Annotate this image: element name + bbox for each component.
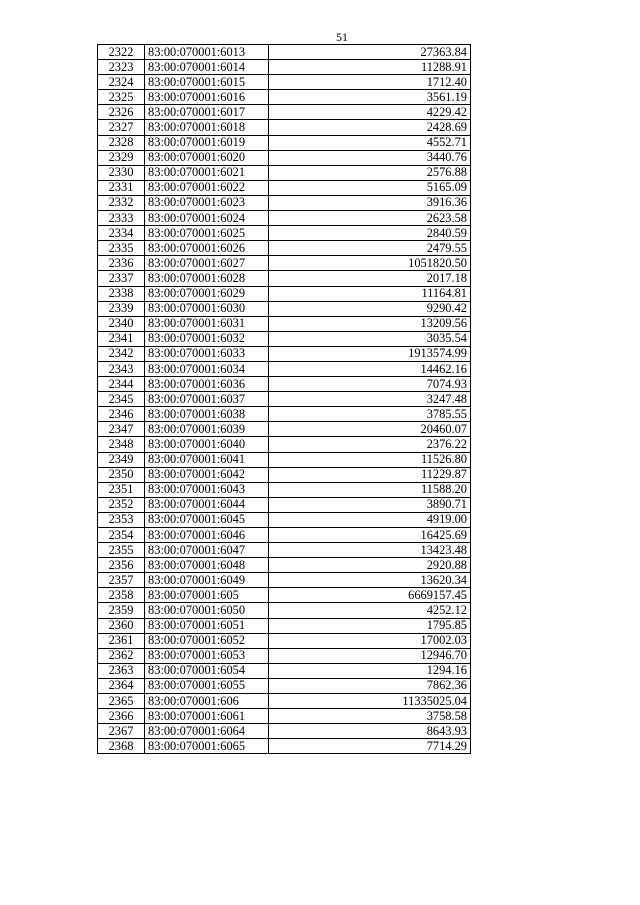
row-number-cell: 2351 xyxy=(98,482,145,497)
table-row xyxy=(98,709,471,724)
table-row xyxy=(98,150,471,165)
row-number-cell: 2326 xyxy=(98,105,145,120)
row-number-cell: 2322 xyxy=(98,45,145,60)
table-row xyxy=(98,286,471,301)
cadastral-number-cell: 83:00:070001:6053 xyxy=(145,648,269,663)
value-cell: 16425.69 xyxy=(269,528,471,543)
cadastral-number-cell: 83:00:070001:6021 xyxy=(145,165,269,180)
cadastral-number-cell: 83:00:070001:6019 xyxy=(145,135,269,150)
cadastral-number-cell: 83:00:070001:6048 xyxy=(145,558,269,573)
cadastral-number-cell: 83:00:070001:6026 xyxy=(145,241,269,256)
cadastral-number-cell: 83:00:070001:6064 xyxy=(145,724,269,739)
row-number-cell: 2339 xyxy=(98,301,145,316)
cadastral-number-cell: 83:00:070001:6034 xyxy=(145,361,269,376)
row-number-cell: 2346 xyxy=(98,407,145,422)
cadastral-number-cell: 83:00:070001:6018 xyxy=(145,120,269,135)
cadastral-number-cell: 83:00:070001:6024 xyxy=(145,211,269,226)
value-cell: 7074.93 xyxy=(269,377,471,392)
table-row xyxy=(98,346,471,361)
table-row xyxy=(98,120,471,135)
row-number-cell: 2340 xyxy=(98,316,145,331)
table-row xyxy=(98,392,471,407)
row-number-cell: 2338 xyxy=(98,286,145,301)
value-cell: 3916.36 xyxy=(269,195,471,210)
value-cell: 2479.55 xyxy=(269,241,471,256)
row-number-cell: 2353 xyxy=(98,512,145,527)
cadastral-number-cell: 83:00:070001:6061 xyxy=(145,709,269,724)
table-row xyxy=(98,301,471,316)
table-row xyxy=(98,256,471,271)
value-cell: 12946.70 xyxy=(269,648,471,663)
row-number-cell: 2349 xyxy=(98,452,145,467)
value-cell: 5165.09 xyxy=(269,180,471,195)
row-number-cell: 2357 xyxy=(98,573,145,588)
cadastral-number-cell: 83:00:070001:6032 xyxy=(145,331,269,346)
table-row xyxy=(98,482,471,497)
row-number-cell: 2355 xyxy=(98,543,145,558)
cadastral-number-cell: 83:00:070001:6015 xyxy=(145,75,269,90)
value-cell: 1795.85 xyxy=(269,618,471,633)
row-number-cell: 2368 xyxy=(98,739,145,754)
row-number-cell: 2358 xyxy=(98,588,145,603)
cadastral-number-cell: 83:00:070001:6017 xyxy=(145,105,269,120)
row-number-cell: 2330 xyxy=(98,165,145,180)
table-row xyxy=(98,512,471,527)
table-row xyxy=(98,558,471,573)
cadastral-number-cell: 83:00:070001:6028 xyxy=(145,271,269,286)
value-cell: 2840.59 xyxy=(269,226,471,241)
cadastral-number-cell: 83:00:070001:6023 xyxy=(145,195,269,210)
table-row xyxy=(98,437,471,452)
row-number-cell: 2366 xyxy=(98,709,145,724)
cadastral-number-cell: 83:00:070001:6020 xyxy=(145,150,269,165)
value-cell: 2623.58 xyxy=(269,211,471,226)
cadastral-number-cell: 83:00:070001:6049 xyxy=(145,573,269,588)
table-row xyxy=(98,663,471,678)
table-row xyxy=(98,241,471,256)
table-row xyxy=(98,452,471,467)
table-row xyxy=(98,45,471,60)
value-cell: 2920.88 xyxy=(269,558,471,573)
row-number-cell: 2323 xyxy=(98,60,145,75)
cadastral-number-cell: 83:00:070001:6054 xyxy=(145,663,269,678)
row-number-cell: 2361 xyxy=(98,633,145,648)
row-number-cell: 2333 xyxy=(98,211,145,226)
table-row xyxy=(98,724,471,739)
value-cell: 27363.84 xyxy=(269,45,471,60)
cadastral-number-cell: 83:00:070001:6031 xyxy=(145,316,269,331)
value-cell: 11335025.04 xyxy=(269,694,471,709)
row-number-cell: 2337 xyxy=(98,271,145,286)
row-number-cell: 2365 xyxy=(98,694,145,709)
value-cell: 17002.03 xyxy=(269,633,471,648)
table-row xyxy=(98,135,471,150)
table-row xyxy=(98,90,471,105)
cadastral-number-cell: 83:00:070001:6042 xyxy=(145,467,269,482)
cadastral-number-cell: 83:00:070001:6045 xyxy=(145,512,269,527)
row-number-cell: 2347 xyxy=(98,422,145,437)
row-number-cell: 2325 xyxy=(98,90,145,105)
row-number-cell: 2350 xyxy=(98,467,145,482)
cadastral-number-cell: 83:00:070001:6051 xyxy=(145,618,269,633)
cadastral-number-cell: 83:00:070001:6050 xyxy=(145,603,269,618)
cadastral-number-cell: 83:00:070001:6055 xyxy=(145,678,269,693)
value-cell: 3247.48 xyxy=(269,392,471,407)
cadastral-number-cell: 83:00:070001:6013 xyxy=(145,45,269,60)
value-cell: 6669157.45 xyxy=(269,588,471,603)
value-cell: 7714.29 xyxy=(269,739,471,754)
cadastral-number-cell: 83:00:070001:6025 xyxy=(145,226,269,241)
table-row xyxy=(98,407,471,422)
table-row xyxy=(98,543,471,558)
value-cell: 4252.12 xyxy=(269,603,471,618)
row-number-cell: 2344 xyxy=(98,377,145,392)
cadastral-number-cell: 83:00:070001:6022 xyxy=(145,180,269,195)
cadastral-number-cell: 83:00:070001:606 xyxy=(145,694,269,709)
row-number-cell: 2352 xyxy=(98,497,145,512)
row-number-cell: 2334 xyxy=(98,226,145,241)
row-number-cell: 2362 xyxy=(98,648,145,663)
value-cell: 13209.56 xyxy=(269,316,471,331)
cadastral-number-cell: 83:00:070001:6037 xyxy=(145,392,269,407)
row-number-cell: 2332 xyxy=(98,195,145,210)
row-number-cell: 2364 xyxy=(98,678,145,693)
cadastral-number-cell: 83:00:070001:6065 xyxy=(145,739,269,754)
row-number-cell: 2363 xyxy=(98,663,145,678)
value-cell: 2017.18 xyxy=(269,271,471,286)
cadastral-number-cell: 83:00:070001:6029 xyxy=(145,286,269,301)
value-cell: 1051820.50 xyxy=(269,256,471,271)
table-row xyxy=(98,422,471,437)
cadastral-value-table xyxy=(97,44,471,754)
value-cell: 8643.93 xyxy=(269,724,471,739)
table-row xyxy=(98,467,471,482)
cadastral-number-cell: 83:00:070001:6027 xyxy=(145,256,269,271)
cadastral-number-cell: 83:00:070001:605 xyxy=(145,588,269,603)
table-body xyxy=(98,45,471,754)
table-row xyxy=(98,739,471,754)
value-cell: 20460.07 xyxy=(269,422,471,437)
value-cell: 7862.36 xyxy=(269,678,471,693)
cadastral-number-cell: 83:00:070001:6033 xyxy=(145,346,269,361)
row-number-cell: 2345 xyxy=(98,392,145,407)
cadastral-number-cell: 83:00:070001:6039 xyxy=(145,422,269,437)
table-row xyxy=(98,211,471,226)
value-cell: 3785.55 xyxy=(269,407,471,422)
value-cell: 14462.16 xyxy=(269,361,471,376)
cadastral-number-cell: 83:00:070001:6041 xyxy=(145,452,269,467)
value-cell: 13620.34 xyxy=(269,573,471,588)
row-number-cell: 2359 xyxy=(98,603,145,618)
cadastral-number-cell: 83:00:070001:6047 xyxy=(145,543,269,558)
row-number-cell: 2356 xyxy=(98,558,145,573)
value-cell: 1712.40 xyxy=(269,75,471,90)
table-row xyxy=(98,165,471,180)
page-number: 51 xyxy=(336,30,348,44)
table-row xyxy=(98,694,471,709)
row-number-cell: 2327 xyxy=(98,120,145,135)
value-cell: 3440.76 xyxy=(269,150,471,165)
row-number-cell: 2331 xyxy=(98,180,145,195)
table-row xyxy=(98,573,471,588)
value-cell: 11288.91 xyxy=(269,60,471,75)
row-number-cell: 2360 xyxy=(98,618,145,633)
cadastral-number-cell: 83:00:070001:6030 xyxy=(145,301,269,316)
value-cell: 13423.48 xyxy=(269,543,471,558)
table-row xyxy=(98,588,471,603)
table-row xyxy=(98,648,471,663)
table-row xyxy=(98,678,471,693)
table-row xyxy=(98,603,471,618)
table-row xyxy=(98,377,471,392)
cadastral-number-cell: 83:00:070001:6014 xyxy=(145,60,269,75)
value-cell: 11229.87 xyxy=(269,467,471,482)
value-cell: 11164.81 xyxy=(269,286,471,301)
cadastral-number-cell: 83:00:070001:6046 xyxy=(145,528,269,543)
table-row xyxy=(98,331,471,346)
row-number-cell: 2348 xyxy=(98,437,145,452)
cadastral-number-cell: 83:00:070001:6036 xyxy=(145,377,269,392)
row-number-cell: 2342 xyxy=(98,346,145,361)
row-number-cell: 2329 xyxy=(98,150,145,165)
value-cell: 4919.00 xyxy=(269,512,471,527)
table-row xyxy=(98,497,471,512)
value-cell: 2428.69 xyxy=(269,120,471,135)
table-row xyxy=(98,180,471,195)
value-cell: 3890.71 xyxy=(269,497,471,512)
row-number-cell: 2367 xyxy=(98,724,145,739)
cadastral-number-cell: 83:00:070001:6052 xyxy=(145,633,269,648)
row-number-cell: 2324 xyxy=(98,75,145,90)
cadastral-number-cell: 83:00:070001:6043 xyxy=(145,482,269,497)
value-cell: 11526.80 xyxy=(269,452,471,467)
row-number-cell: 2336 xyxy=(98,256,145,271)
value-cell: 4552.71 xyxy=(269,135,471,150)
row-number-cell: 2343 xyxy=(98,361,145,376)
value-cell: 11588.20 xyxy=(269,482,471,497)
table-row xyxy=(98,361,471,376)
cadastral-number-cell: 83:00:070001:6044 xyxy=(145,497,269,512)
value-cell: 3758.58 xyxy=(269,709,471,724)
cadastral-number-cell: 83:00:070001:6016 xyxy=(145,90,269,105)
cadastral-number-cell: 83:00:070001:6040 xyxy=(145,437,269,452)
table-row xyxy=(98,528,471,543)
table-row xyxy=(98,60,471,75)
value-cell: 1913574.99 xyxy=(269,346,471,361)
cadastral-number-cell: 83:00:070001:6038 xyxy=(145,407,269,422)
value-cell: 1294.16 xyxy=(269,663,471,678)
row-number-cell: 2354 xyxy=(98,528,145,543)
value-cell: 3035.54 xyxy=(269,331,471,346)
table-row xyxy=(98,633,471,648)
value-cell: 4229.42 xyxy=(269,105,471,120)
table-row xyxy=(98,226,471,241)
row-number-cell: 2341 xyxy=(98,331,145,346)
value-cell: 2576.88 xyxy=(269,165,471,180)
table-row xyxy=(98,105,471,120)
value-cell: 2376.22 xyxy=(269,437,471,452)
table-row xyxy=(98,316,471,331)
row-number-cell: 2328 xyxy=(98,135,145,150)
row-number-cell: 2335 xyxy=(98,241,145,256)
value-cell: 9290.42 xyxy=(269,301,471,316)
table-row xyxy=(98,618,471,633)
table-row xyxy=(98,195,471,210)
table-row xyxy=(98,75,471,90)
table-row xyxy=(98,271,471,286)
value-cell: 3561.19 xyxy=(269,90,471,105)
